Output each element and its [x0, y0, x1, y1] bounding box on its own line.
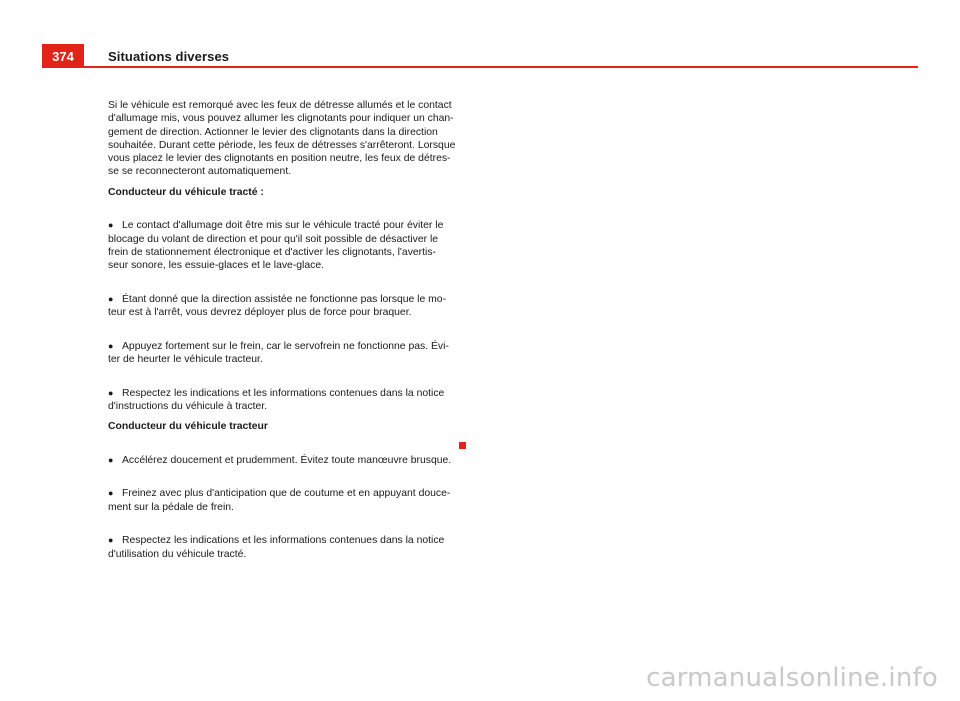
page-number: 374: [42, 44, 84, 67]
list-item: [108, 521, 468, 561]
intro-paragraph: Si le véhicule est remorqué avec les feux de détresse allumés et le contact d'allumage mis, vous pouvez allumer les clignotants pour indiquer un chan- gement de direction. Actionner le levier des clignotants dans la direction souhaitée. Durant cette période, les feux de détresses s'arrêteront. Lorsque vous placez le levier des clignotants en position neutre, les feux de détres- se se reconnecteront automatiquement.: [108, 100, 456, 178]
bullet-icon: ●: [108, 454, 114, 465]
main-content: [108, 99, 468, 568]
bullet-icon: ●: [108, 293, 114, 304]
list-item-text: Freinez avec plus d'anticipation que de coutume et en appuyant douce- ment sur la pédale de frein.: [108, 488, 451, 513]
list-item-text: Le contact d'allumage doit être mis sur le véhicule tracté pour éviter le blocage du volant de direction et pour qu'il soit possible de désactiver le frein de stationnement électronique et d'activer les clignotants, l'avertis- seur sonore, les essuie-glaces et le lave-glace.: [108, 220, 444, 272]
list-item-text: Étant donné que la direction assistée ne fonctionne pas lorsque le mo- teur est à l'arrêt, vous devrez déployer plus de force pour braquer.: [108, 293, 447, 319]
list-item: [108, 280, 468, 320]
watermark: carmanualsonline.info: [646, 663, 938, 693]
section-heading-towed-driver: Conducteur du véhicule tracté :: [108, 186, 264, 198]
section-heading-towing-driver: Conducteur du véhicule tracteur: [108, 421, 268, 433]
section-end-marker: [459, 442, 466, 449]
list-item-text: Respectez les indications et les informations contenues dans la notice d'instructions du véhicule à tracter.: [108, 387, 445, 412]
list-item-text: Accélérez doucement et prudemment. Évitez toute manœuvre brusque.: [122, 454, 452, 466]
list-item: [108, 326, 468, 366]
list-item-text: Respectez les indications et les informations contenues dans la notice d'utilisation du véhicule tracté.: [108, 535, 445, 560]
header-divider: [42, 66, 918, 68]
bullet-icon: ●: [108, 535, 114, 546]
bullet-icon: ●: [108, 220, 114, 231]
list-item: [108, 206, 468, 272]
bullet-icon: ●: [108, 340, 114, 351]
list-item-text: Appuyez fortement sur le frein, car le servofrein ne fonctionne pas. Évi- ter de heurter le véhicule tracteur.: [108, 340, 449, 366]
bullet-icon: ●: [108, 488, 114, 499]
list-item: [108, 474, 468, 514]
list-item: [108, 373, 468, 413]
bullet-icon: ●: [108, 387, 114, 398]
list-item: [108, 441, 468, 468]
page-title: Situations diverses: [108, 49, 230, 64]
